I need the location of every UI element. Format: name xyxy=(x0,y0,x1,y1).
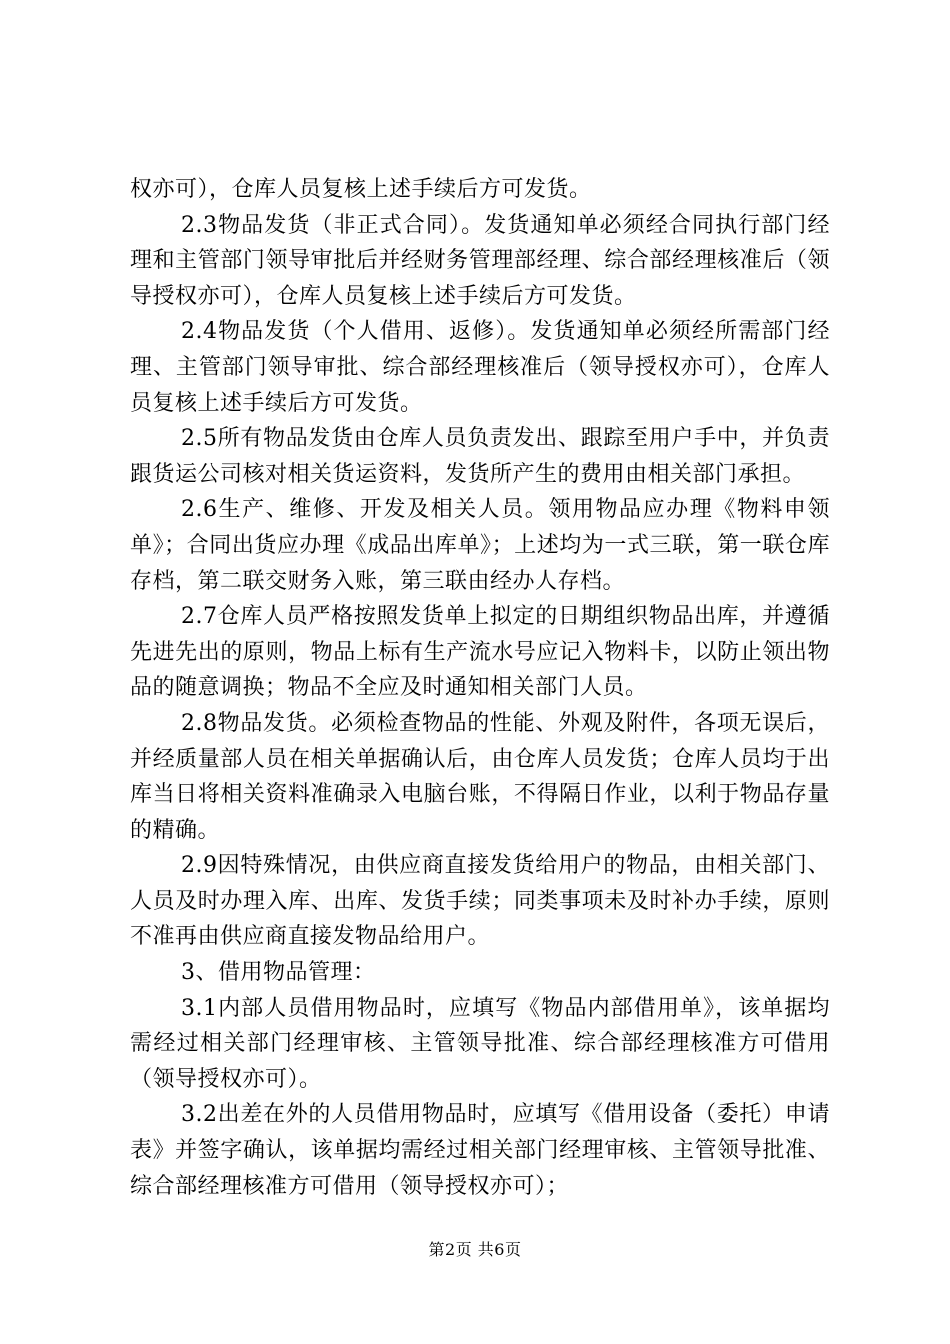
paragraph: 3、借用物品管理： xyxy=(181,960,376,986)
paragraph: 2.3物品发货（非正式合同）。发货通知单必须经合同执行部门经理和主管部门领导审批后并经财务管理部经理、综合部经理核准后（领导授权亦可），仓库人员复核上述手续后方可发货。 xyxy=(130,212,830,309)
document-body xyxy=(130,172,830,1204)
paragraph: 2.5所有物品发货由仓库人员负责发出、跟踪至用户手中，并负责跟货运公司核对相关货运资料，发货所产生的费用由相关部门承担。 xyxy=(130,426,830,487)
paragraph: 2.9因特殊情况，由供应商直接发货给用户的物品，由相关部门、人员及时办理入库、出库、发货手续；同类事项未及时补办手续，原则不准再由供应商直接发物品给用户。 xyxy=(130,853,830,950)
paragraph: 2.7仓库人员严格按照发货单上拟定的日期组织物品出库，并遵循先进先出的原则，物品上标有生产流水号应记入物料卡，以防止领出物品的随意调换；物品不全应及时通知相关部门人员。 xyxy=(130,604,830,701)
paragraph: 3.2出差在外的人员借用物品时，应填写《借用设备（委托）申请表》并签字确认，该单据均需经过相关部门经理审核、主管领导批准、综合部经理核准方可借用（领导授权亦可）； xyxy=(130,1102,830,1199)
paragraph: 3.1内部人员借用物品时，应填写《物品内部借用单》，该单据均需经过相关部门经理审核、主管领导批准、综合部经理核准方可借用（领导授权亦可）。 xyxy=(130,995,830,1092)
paragraph: 权亦可），仓库人员复核上述手续后方可发货。 xyxy=(130,177,592,202)
paragraph: 2.8物品发货。必须检查物品的性能、外观及附件，各项无误后，并经质量部人员在相关单据确认后，由仓库人员发货；仓库人员均于出库当日将相关资料准确录入电脑台账，不得隔日作业，以利于物品存量的精确。 xyxy=(130,710,830,843)
paragraph: 2.4物品发货（个人借用、返修）。发货通知单必须经所需部门经理、主管部门领导审批、综合部经理核准后（领导授权亦可），仓库人员复核上述手续后方可发货。 xyxy=(130,319,830,416)
page-footer: 第2页 共6页 xyxy=(428,1240,522,1259)
paragraph: 2.6生产、维修、开发及相关人员。领用物品应办理《物料申领单》；合同出货应办理《成品出库单》；上述均为一式三联，第一联仓库存档，第二联交财务入账，第三联由经办人存档。 xyxy=(130,497,830,594)
